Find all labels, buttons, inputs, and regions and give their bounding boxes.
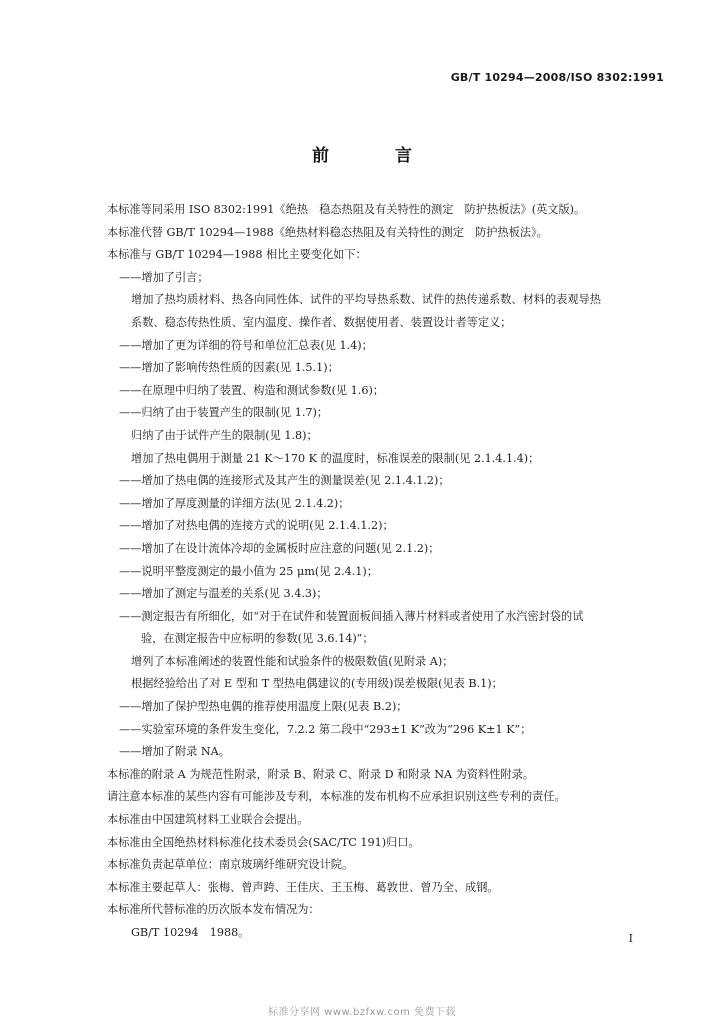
text-line: ——增加了厚度测量的详细方法(见 2.1.4.2)； [119,496,350,510]
text-line: 本标准等同采用 ISO 8302:1991《绝热 稳态热阻及有关特性的测定 防护热板法》(英文版)。 [107,203,586,216]
text-line: 系数、稳态传热性质、室内温度、操作者、数据使用者、装置设计者等定义； [131,315,512,329]
text-line: GB/T 10294 1988。 [131,926,250,939]
text-line: 请注意本标准的某些内容有可能涉及专利，本标准的发布机构不应承担识别这些专利的责任。 [107,790,566,804]
text-line: 本标准由全国绝热材料标准化技术委员会(SAC/TC 191)归口。 [107,835,420,849]
text-line: ——增加了对热电偶的连接方式的说明(见 2.1.4.1.2)； [119,519,394,533]
text-line: ——归纳了由于装置产生的限制(见 1.7)； [119,406,329,420]
text-line: ——增加了在设计流体冷却的金属板时应注意的问题(见 2.1.2)； [119,541,440,555]
text-line: 归纳了由于试件产生的限制(见 1.8)； [131,428,318,442]
standard-code: GB/T 10294—2008/ISO 8302:1991 [450,71,664,84]
text-line: 本标准由中国建筑材料工业联合会提出。 [107,813,309,827]
text-line: ——增加了保护型热电偶的推荐使用温度上限(见表 B.2)； [119,700,408,714]
text-line: 本标准负责起草单位：南京玻璃纤维研究设计院。 [107,858,354,872]
text-line: 增加了热电偶用于测量 21 K～170 K 的温度时，标准误差的限制(见 2.1.4.1.4)； [131,451,540,465]
text-line: 本标准代替 GB/T 10294—1988《绝热材料稳态热阻及有关特性的测定 防护热板法》。 [107,225,548,239]
text-line: ——在原理中归纳了装置、构造和测试参数(见 1.6)； [119,383,385,397]
text-line: 验，在测定报告中应标明的参数(见 3.6.14)”； [141,632,374,646]
text-line: ——增加了影响传热性质的因素(见 1.5.1)； [119,361,339,375]
text-line: ——增加了引言； [119,270,209,284]
text-line: ——实验室环境的条件发生变化，7.2.2 第二段中“293±1 K”改为“296 K±1 K”； [119,722,532,736]
text-line: 本标准所代替标准的历次版本发布情况为： [107,903,320,917]
text-line: ——增加了附录 NA。 [119,745,230,759]
text-line: ——测定报告有所细化，如“对于在试件和装置面板间插入薄片材料或者使用了水汽密封袋的试 [119,609,584,623]
text-line: 本标准与 GB/T 10294—1988 相比主要变化如下： [107,248,367,262]
text-line: 增列了本标准阐述的装置性能和试验条件的极限数值(见附录 A)； [131,654,454,668]
text-line: 本标准主要起草人：张梅、曾声跨、王佳庆、王玉梅、葛敦世、曾乃全、成钢。 [107,880,499,894]
text-line: 根据经验给出了对 E 型和 T 型热电偶建议的(专用级)误差极限(见表 B.1)； [131,677,503,691]
page-number: I [628,932,633,945]
text-line: ——增加了热电偶的连接形式及其产生的测量误差(见 2.1.4.1.2)； [119,474,450,488]
text-line: ——增加了更为详细的符号和单位汇总表(见 1.4)； [119,338,373,352]
watermark[interactable]: 标准分享网 www.bzfxw.com 免费下载 [268,1007,456,1018]
page-title: 前 言 [312,146,442,166]
text-line: ——增加了测定与温差的关系(见 3.4.3)； [119,587,328,601]
text-line: 本标准的附录 A 为规范性附录，附录 B、附录 C、附录 D 和附录 NA 为资料性附录。 [107,767,534,781]
text-line: 增加了热均质材料、热各向同性体、试件的平均导热系数、试件的热传递系数、材料的表观导热 [131,293,601,307]
foreword-body [107,199,667,945]
text-line: ——说明平整度测定的最小值为 25 μm(见 2.4.1)； [119,564,378,578]
